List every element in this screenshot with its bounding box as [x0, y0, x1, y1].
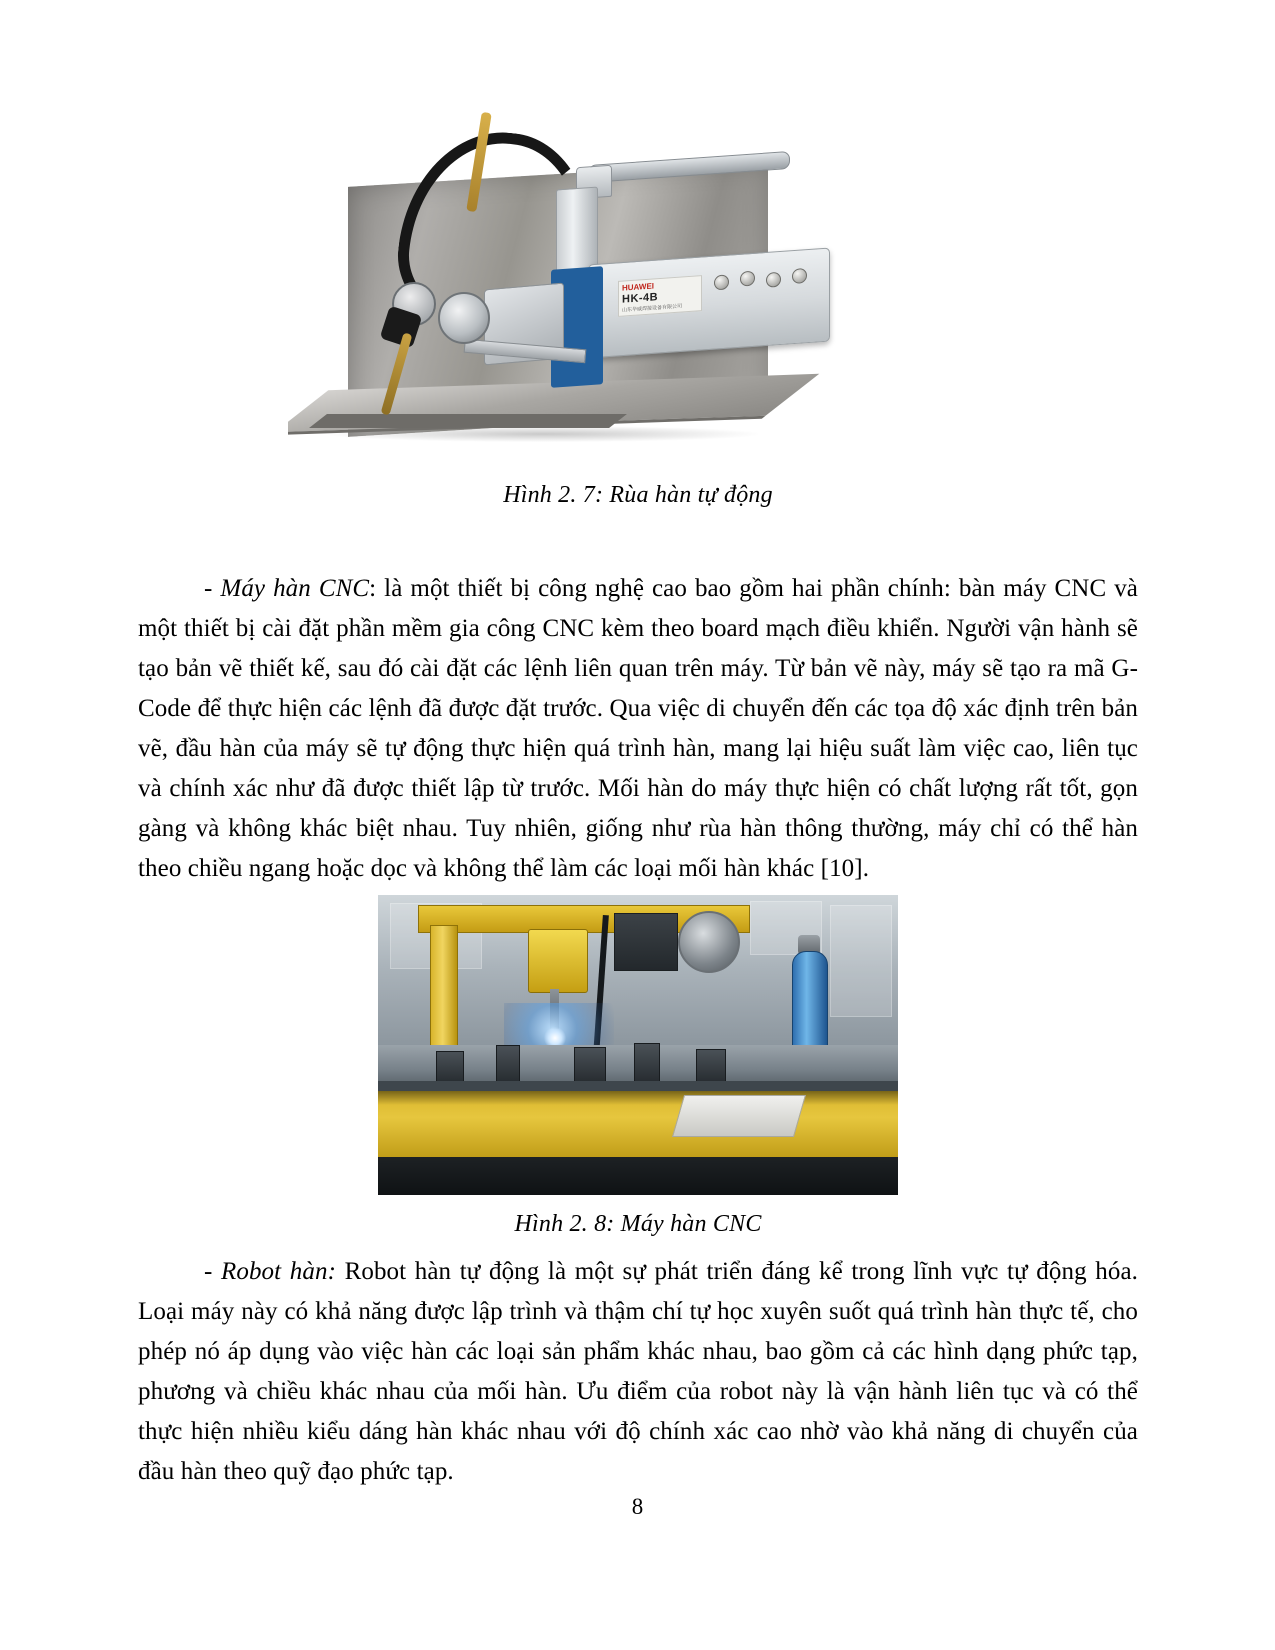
vertical-column: [556, 187, 598, 276]
nameplate-sub: 山东华威焊接设备有限公司: [622, 303, 683, 314]
paragraph-text-may-han-cnc: : là một thiết bị công nghệ cao bao gồm hai phần chính: bàn máy CNC và một thiết bị cài đặt phần mềm gia công CNC kèm theo board mạch điều khiển. Người vận hành sẽ tạo bản vẽ thiết kế, sau đó cài đặt các lệnh liên quan trên máy. Từ bản vẽ này, máy sẽ tạo ra mã G-Code để thực hiện các lệnh đã được đặt trước. Qua việc di chuyển đến các tọa độ xác định trên bản vẽ, đầu hàn của máy sẽ tự động thực hiện quá trình hàn, mang lại hiệu suất làm việc cao, liên tục và chính xác như đã được thiết lập từ trước. Mối hàn do máy thực hiện có chất lượng rất tốt, gọn gàng và không khác biệt nhau. Tuy nhiên, giống như rùa hàn thông thường, máy chỉ có thể hàn theo chiều ngang hoặc dọc và không thể làm các loại mối hàn khác [10].: [138, 575, 1138, 882]
work-table-edge: [378, 1081, 898, 1091]
adjustment-wheel-large: [438, 292, 490, 344]
knob-2: [740, 271, 755, 287]
paragraph-text-robot-han: Robot hàn tự động là một sự phát triển đáng kể trong lĩnh vực tự động hóa. Loại máy này có khả năng được lập trình và thậm chí tự học xuyên suốt quá trình hàn thực tế, cho phép nó áp dụng vào việc hàn các loại sản phẩm khác nhau, bao gồm cả các hình dạng phức tạp, phương và chiều khác nhau của mối hàn. Ưu điểm của robot này là vận hành liên tục và có thể thực hiện nhiều kiểu dáng hàn khác nhau với độ chính xác cao nhờ vào khả năng di chuyển của đầu hàn theo quỹ đạo phức tạp.: [138, 1258, 1138, 1485]
paragraph-may-han-cnc: [138, 569, 1138, 889]
paragraph-robot-han: [138, 1252, 1138, 1492]
figure-2-7-shadow: [328, 426, 758, 442]
knob-4: [792, 268, 807, 284]
nameplate-brand: HUAWEI: [622, 281, 654, 293]
spacer-after-figure-2-7: [138, 509, 1138, 569]
machine-nameplate: [618, 275, 702, 317]
page-number: 8: [631, 1494, 644, 1519]
control-knob-panel: [708, 260, 818, 308]
spacer-after-figure-2-8: [138, 1238, 1138, 1252]
nameplate-model: HK-4B: [622, 291, 659, 306]
figure-2-7-image: [288, 96, 988, 466]
gantry-leg: [430, 925, 458, 1047]
exhaust-fan-icon: [678, 911, 740, 973]
machine-base-shadow: [378, 1091, 898, 1105]
knob-1: [714, 274, 729, 290]
base-access-panel: [672, 1095, 806, 1137]
wall-panel-3: [830, 905, 892, 1017]
paragraph-lead-robot-han: - Robot hàn:: [204, 1258, 336, 1285]
figure-2-7: [138, 96, 1138, 509]
knob-3: [766, 272, 781, 288]
welding-head: [528, 929, 588, 993]
figure-2-8-image: [378, 895, 898, 1195]
figure-2-7-caption: Hình 2. 7: Rùa hàn tự động: [503, 482, 773, 508]
machine-base-foot: [378, 1157, 898, 1195]
page-content: [138, 96, 1138, 1492]
paragraph-lead-may-han-cnc: - Máy hàn CNC: [204, 575, 370, 602]
figure-2-8-caption: Hình 2. 8: Máy hàn CNC: [514, 1211, 762, 1237]
control-cabinet: [614, 913, 678, 971]
figure-2-8: [138, 895, 1138, 1238]
